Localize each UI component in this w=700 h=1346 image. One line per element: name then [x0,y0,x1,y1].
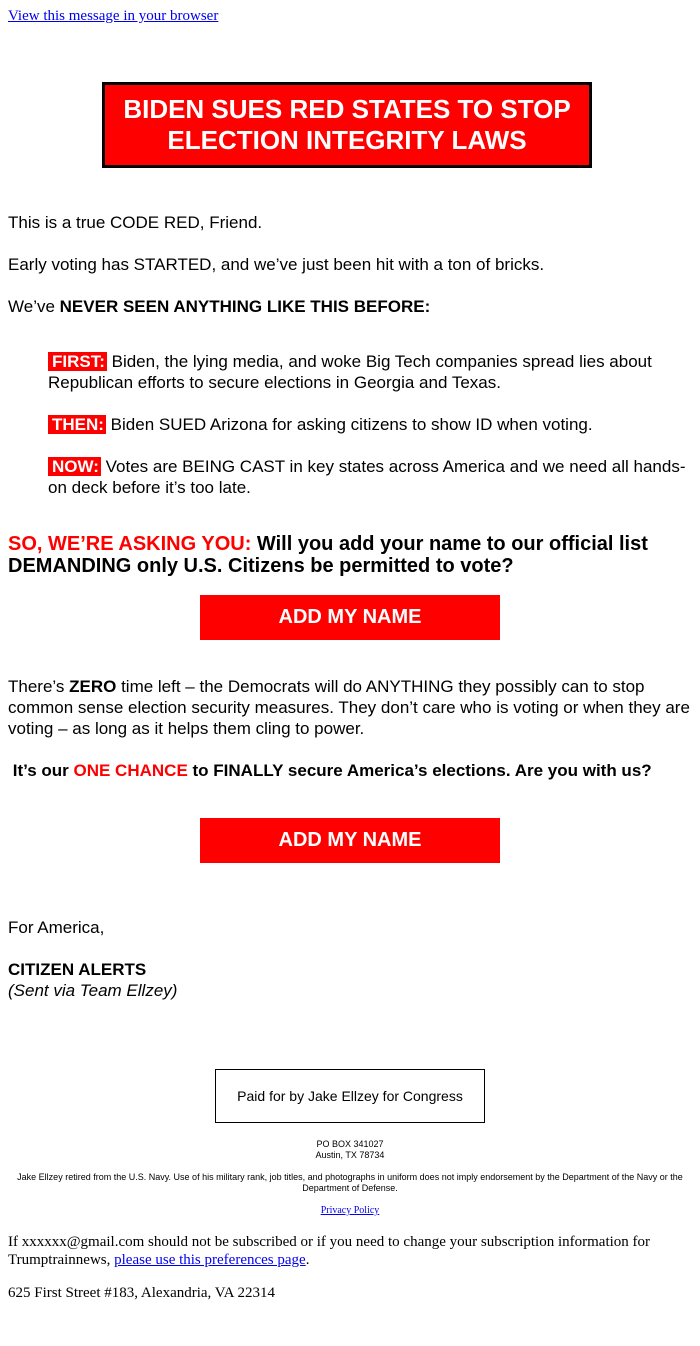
signature: CITIZEN ALERTS [8,960,147,979]
paid-for-text: Paid for by Jake Ellzey for Congress [237,1088,463,1104]
bullet-then-tag: THEN: [48,415,106,434]
ask-paragraph [8,533,688,577]
one-chance-red: ONE CHANCE [73,761,188,780]
zero-time-bold: ZERO [69,677,117,696]
one-chance-a: It’s our [8,761,74,780]
privacy-policy-link[interactable]: Privacy Policy [320,1205,380,1216]
ask-red-lead: SO, WE’RE ASKING YOU: [8,533,252,555]
never-seen-bold: NEVER SEEN ANYTHING LIKE THIS BEFORE: [59,297,431,316]
unsub-end: . [305,1252,310,1268]
bullet-then [48,414,693,435]
add-my-name-button-2[interactable]: ADD MY NAME [200,818,500,863]
bullet-first [48,351,693,393]
zero-time-a: There’s [8,677,70,696]
add-my-name-button-1[interactable]: ADD MY NAME [200,595,500,640]
one-chance-paragraph [8,760,693,781]
zero-time-paragraph [8,676,693,739]
unsubscribe-notice [8,1233,693,1269]
one-chance-b: to FINALLY secure America’s elections. Are you with us? [187,761,652,780]
greeting-paragraph: This is a true CODE RED, Friend. [8,213,263,232]
early-voting-paragraph: Early voting has STARTED, and we’ve just been hit with a ton of bricks. [8,255,545,274]
ask-text: Will you add your name to our official list DEMANDING only U.S. Citizens be permitted to vote? [8,533,648,577]
zero-time-b: time left – the Democrats will do ANYTHING they possibly can to stop common sense election security measures. They don’t care who is voting or when they are voting – as long as it helps them cling to power. [8,677,690,738]
bullet-now-text: Votes are BEING CAST in key states across America and we need all hands-on deck before it’s too late. [48,457,686,497]
signoff: For America, [8,918,105,937]
bullet-now-tag: NOW: [48,457,101,476]
preferences-page-link[interactable]: please use this preferences page [114,1252,306,1268]
po-city: Austin, TX 78734 [315,1150,385,1160]
postal-address: 625 First Street #183, Alexandria, VA 22314 [8,1285,275,1301]
po-box: PO BOX 341027 [316,1139,384,1149]
bullet-first-text: Biden, the lying media, and woke Big Tech companies spread lies about Republican efforts to secure elections in Georgia and Texas. [48,352,652,392]
never-seen-paragraph [8,296,430,317]
never-seen-prefix: We’ve [8,297,60,316]
paid-for-box [215,1069,485,1123]
bullet-first-tag: FIRST: [48,352,107,371]
bullet-now [48,456,693,498]
military-disclaimer: Jake Ellzey retired from the U.S. Navy. Use of his military rank, job titles, and photographs in uniform does not imply endorsement by the Department of the Navy or the Department of Defense. [17,1172,683,1193]
unsub-text: If xxxxxx@gmail.com should not be subscribed or if you need to change your subscription information for Trumptrainnews, [8,1234,651,1268]
privacy-row [0,1205,700,1216]
headline-banner [102,82,592,168]
sent-via: (Sent via Team Ellzey) [8,981,178,1000]
headline-line-1: BIDEN SUES RED STATES TO STOP [123,94,571,124]
headline-line-2: ELECTION INTEGRITY LAWS [167,125,527,155]
view-in-browser-link[interactable]: View this message in your browser [8,8,219,24]
bullet-then-text: Biden SUED Arizona for asking citizens to show ID when voting. [105,415,593,434]
